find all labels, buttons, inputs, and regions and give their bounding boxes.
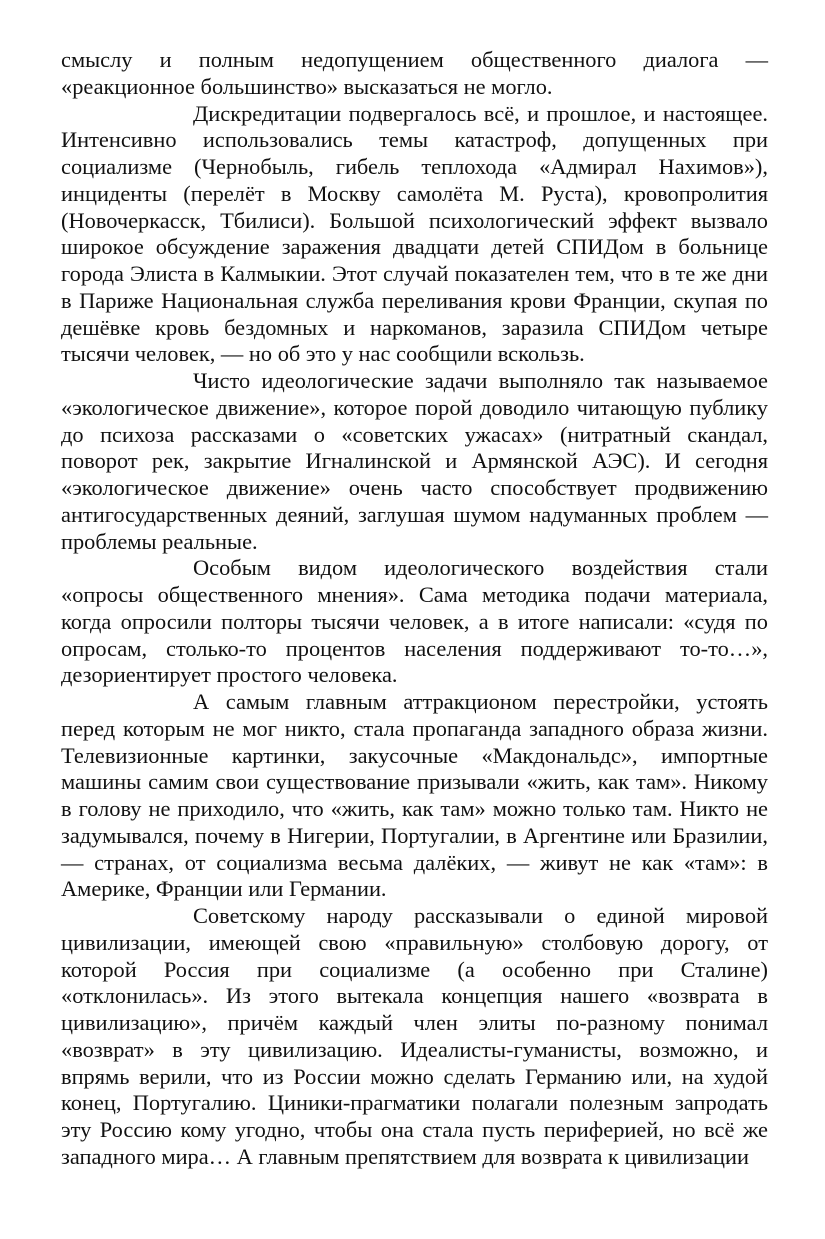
- paragraph-discreditation: Дискредитации подвергалось всё, и прошлое, и настоящее. Интенсивно использовались темы катастроф, допущенных при социализме (Чернобыль, гибель теплохода «Адмирал Нахимов»), инциденты (перелёт в Москву самолёта М. Руста), кровопролития (Новочеркасск, Тбилиси). Большой психологический эффект вызвало широкое обсуждение заражения двадцати детей СПИДом в больнице города Элиста в Калмыкии. Этот случай показателен тем, что в те же дни в Париже Национальная служба переливания крови Франции, скупая по дешёвке кровь бездомных и наркоманов, заразила СПИДом четыре тысячи человек, — но об это у нас сообщили вскользь.: [61, 100, 768, 367]
- paragraph-western-lifestyle: А самым главным аттракционом перестройки, устоять перед которым не мог никто, стала пропаганда западного образа жизни. Телевизионные картинки, закусочные «Макдональдс», импортные машины самим свои существование призывали «жить, как там». Никому в голову не приходило, что «жить, как там» можно только там. Никто не задумывался, почему в Нигерии, Португалии, в Аргентине или Бразилии, — странах, от социализма весьма далёких, — живут не как «там»: в Америке, Франции или Германии.: [61, 689, 768, 902]
- document-page: [61, 47, 768, 1171]
- paragraph-world-civilization: Советскому народу рассказывали о единой мировой цивилизации, имеющей свою «правильную» столбовую дорогу, от которой Россия при социализме (а особенно при Сталине) «отклонилась». Из этого вытекала концепция нашего «возврата в цивилизацию», причём каждый член элиты по-разному понимал «возврат» в эту цивилизацию. Идеалисты-гуманисты, возможно, и впрямь верили, что из России можно сделать Германию или, на худой конец, Португалию. Циники-прагматики полагали полезным запродать эту Россию кому угодно, чтобы она стала пусть периферией, но всё же западного мира… А главным препятствием для возврата к цивилизации: [61, 903, 768, 1169]
- paragraph-opinion-polls: Особым видом идеологического воздействия стали «опросы общественного мнения». Сама методика подачи материала, когда опросили полторы тысячи человек, а в итоге написали: «судя по опросам, столько-то процентов населения поддерживают то-то…», дезориентирует простого человека.: [61, 555, 768, 688]
- paragraph-continuation: смыслу и полным недопущением общественного диалога — «реакционное большинство» высказаться не могло.: [61, 47, 768, 99]
- paragraph-ecological-movement: Чисто идеологические задачи выполняло так называемое «экологическое движение», которое порой доводило читающую публику до психоза рассказами о «советских ужасах» (нитратный скандал, поворот рек, закрытие Игналинской и Армянской АЭС). И сегодня «экологическое движение» очень часто способствует продвижению антигосударственных деяний, заглушая шумом надуманных проблем — проблемы реальные.: [61, 368, 768, 554]
